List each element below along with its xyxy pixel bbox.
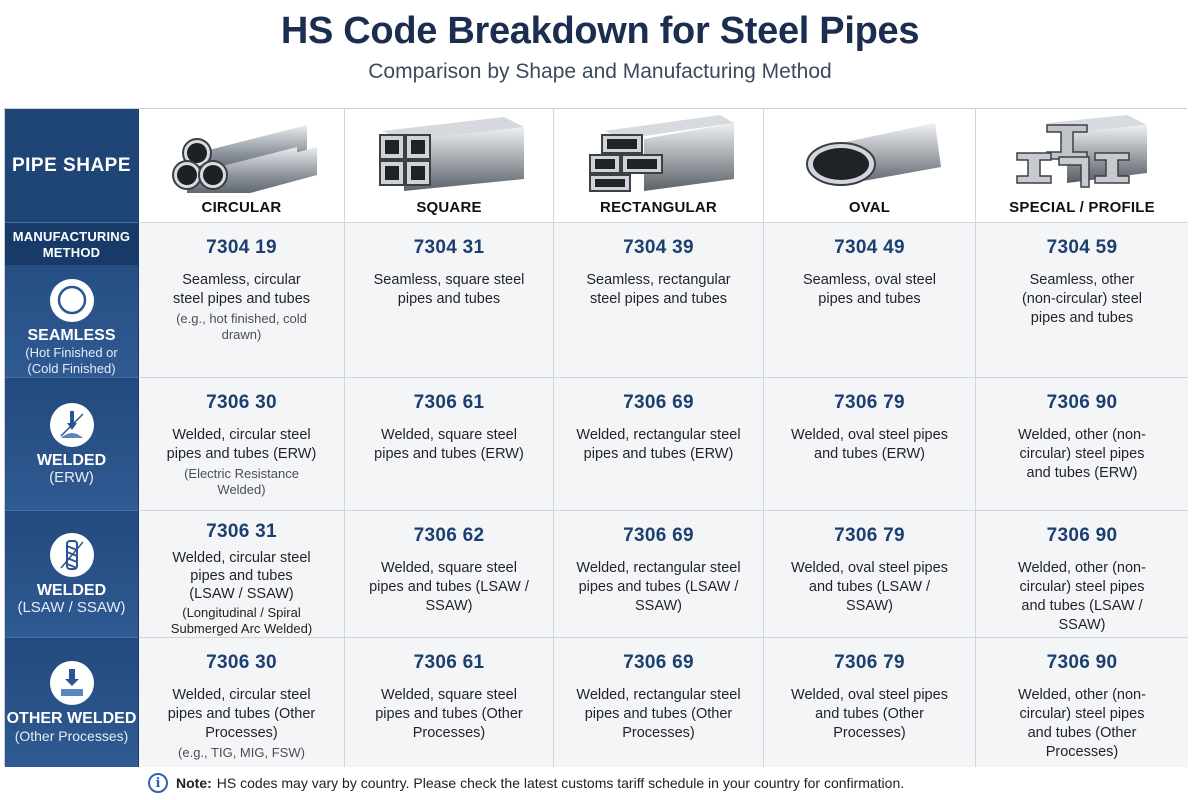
hs-cell-seamless-circular (139, 223, 345, 378)
press-weld-icon (50, 661, 94, 705)
hs-description: Welded, rectangular steel pipes and tubes (Other Processes) (576, 687, 741, 741)
hs-cell-seamless-square (345, 223, 554, 378)
hs-code: 7306 79 (834, 392, 905, 413)
hs-cell-other-oval (764, 638, 976, 767)
note-label: Note: (176, 775, 212, 791)
hs-cell-erw-circular (139, 378, 345, 511)
hs-note: (Longitudinal / Spiral Submerged Arc Welded) (170, 605, 313, 636)
hs-code: 7306 69 (623, 392, 694, 413)
profile-pipes-image (1007, 113, 1157, 193)
hs-cell-erw-square (345, 378, 554, 511)
hs-description: Seamless, other (non-circular) steel pipes and tubes (1021, 272, 1143, 326)
hs-description: Welded, circular steel pipes and tubes (Other Processes) (167, 687, 316, 741)
shape-label-special-profile: SPECIAL / PROFILE (1009, 199, 1155, 216)
method-title: WELDED (36, 581, 107, 599)
shape-header-rectangular (554, 109, 764, 223)
method-subtitle: (Hot Finished or (Cold Finished) (25, 345, 118, 376)
hs-cell-erw-special (976, 378, 1188, 511)
hs-code: 7306 30 (206, 392, 277, 413)
spiral-weld-icon (50, 533, 94, 577)
oval-pipe-image (795, 113, 945, 193)
hs-cell-seamless-special (976, 223, 1188, 378)
hs-cell-other-square (345, 638, 554, 767)
hs-code: 7306 79 (834, 525, 905, 546)
hs-code: 7306 69 (623, 525, 694, 546)
shape-header-oval (764, 109, 976, 223)
hs-description: Welded, rectangular steel pipes and tubes (LSAW / SSAW) (576, 560, 741, 614)
method-title: OTHER WELDED (6, 710, 137, 727)
hs-code: 7304 19 (206, 237, 277, 258)
hs-code: 7306 61 (413, 652, 485, 673)
note-text: HS codes may vary by country. Please check the latest customs tariff schedule in your country for confirmation. (216, 775, 905, 791)
method-subtitle: (Other Processes) (14, 728, 129, 744)
method-welded-lsaw-ssaw (5, 511, 139, 638)
hs-description: Welded, square steel pipes and tubes (ERW) (374, 427, 524, 462)
welding-torch-icon (50, 403, 94, 447)
hs-note: (e.g., hot finished, cold drawn) (176, 311, 307, 342)
square-pipes-image (374, 113, 524, 193)
hs-code: 7304 59 (1046, 237, 1118, 258)
hs-code: 7304 31 (413, 237, 485, 258)
hs-cell-seamless-oval (764, 223, 976, 378)
hs-description: Welded, oval steel pipes and tubes (ERW) (791, 427, 948, 462)
hs-description: Seamless, square steel pipes and tubes (373, 272, 525, 307)
hs-cell-other-rectangular (554, 638, 764, 767)
page-title: HS Code Breakdown for Steel Pipes (280, 10, 920, 52)
hs-cell-lsaw-square (345, 511, 554, 638)
hs-description: Welded, oval steel pipes and tubes (LSAW / SSAW) (791, 560, 948, 614)
shape-label-oval: OVAL (848, 199, 891, 216)
hs-description: Welded, other (non-circular) steel pipes and tubes (Other Processes) (1018, 687, 1146, 760)
hs-cell-seamless-rectangular (554, 223, 764, 378)
hs-description: Seamless, circular steel pipes and tubes (172, 272, 311, 307)
hs-code: 7304 39 (623, 237, 694, 258)
hs-code: 7306 62 (413, 525, 485, 546)
method-subtitle: (LSAW / SSAW) (17, 598, 126, 616)
manufacturing-method-label: MANUFACTURING METHOD (5, 223, 138, 265)
hs-cell-lsaw-circular (139, 511, 345, 638)
shape-header-square (345, 109, 554, 223)
method-other-welded (5, 638, 139, 767)
hs-cell-erw-rectangular (554, 378, 764, 511)
pipe-shape-label: PIPE SHAPE (11, 154, 132, 176)
method-subtitle: (ERW) (49, 468, 94, 486)
method-welded-erw (5, 378, 139, 511)
page-subtitle: Comparison by Shape and Manufacturing Method (368, 60, 832, 83)
hs-description: Welded, circular steel pipes and tubes (ERW) (166, 427, 317, 462)
hs-cell-lsaw-oval (764, 511, 976, 638)
method-seamless (5, 223, 139, 378)
hs-code: 7306 90 (1046, 652, 1118, 673)
hs-code: 7306 90 (1046, 392, 1118, 413)
hs-cell-other-special (976, 638, 1188, 767)
circular-pipes-image (167, 113, 317, 193)
hs-code: 7306 69 (623, 652, 694, 673)
hs-cell-lsaw-special (976, 511, 1188, 638)
hs-description: Welded, other (non-circular) steel pipes and tubes (LSAW / SSAW) (1018, 560, 1146, 633)
pipe-shape-header (5, 109, 139, 223)
hs-code: 7306 61 (413, 392, 485, 413)
hs-code: 7304 49 (834, 237, 905, 258)
hs-cell-other-circular (139, 638, 345, 767)
hs-description: Welded, oval steel pipes and tubes (Other Processes) (791, 687, 948, 741)
hs-code: 7306 30 (206, 652, 277, 673)
shape-label-circular: CIRCULAR (201, 199, 282, 216)
info-icon: i (148, 773, 168, 793)
hs-description: Welded, square steel pipes and tubes (LSAW / SSAW) (369, 560, 529, 614)
method-title: WELDED (36, 451, 107, 469)
hs-note: (e.g., TIG, MIG, FSW) (178, 745, 305, 760)
shape-label-square: SQUARE (416, 199, 482, 216)
hs-description: Welded, rectangular steel pipes and tubes (ERW) (576, 427, 741, 462)
rectangular-pipes-image (584, 113, 734, 193)
circle-icon (50, 279, 94, 322)
shape-label-rectangular: RECTANGULAR (600, 199, 717, 216)
hs-code: 7306 79 (834, 652, 905, 673)
hs-code: 7306 31 (206, 521, 277, 542)
hs-note: (Electric Resistance Welded) (184, 466, 299, 497)
shape-header-circular (139, 109, 345, 223)
footer-note (148, 773, 904, 793)
hs-description: Welded, circular steel pipes and tubes (LSAW / SSAW) (172, 550, 311, 602)
hs-cell-lsaw-rectangular (554, 511, 764, 638)
hs-cell-erw-oval (764, 378, 976, 511)
hs-description: Welded, square steel pipes and tubes (Other Processes) (375, 687, 523, 741)
hs-description: Seamless, oval steel pipes and tubes (803, 272, 936, 307)
shape-header-special-profile (976, 109, 1188, 223)
hs-code: 7306 90 (1046, 525, 1118, 546)
hs-code-table (4, 108, 1187, 766)
hs-description: Welded, other (non-circular) steel pipes and tubes (ERW) (1018, 427, 1146, 481)
method-title: SEAMLESS (27, 327, 116, 344)
hs-description: Seamless, rectangular steel pipes and tubes (586, 272, 731, 307)
